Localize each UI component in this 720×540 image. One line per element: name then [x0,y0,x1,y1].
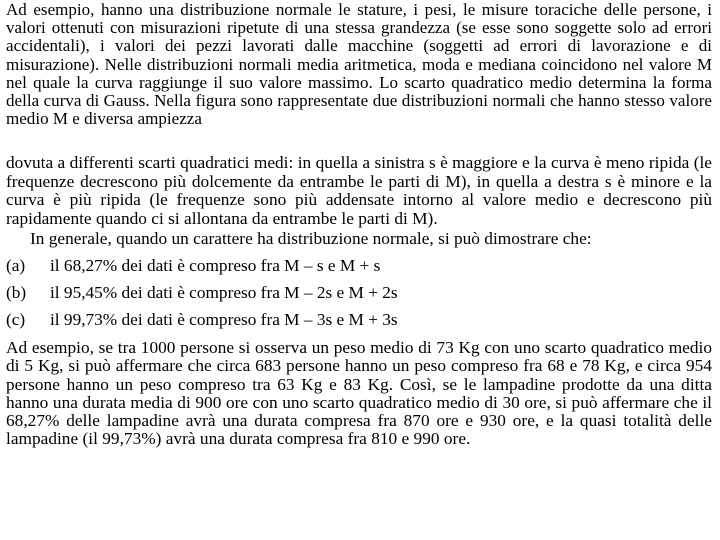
list-text: il 99,73% dei dati è compreso fra M – 3s e M + 3s [50,310,398,329]
list-item [6,284,706,311]
list-text: il 95,45% dei dati è compreso fra M – 2s e M + 2s [50,283,398,302]
list-marker: (b) [6,283,27,302]
paragraph-worked-example: Ad esempio, se tra 1000 persone si osserva un peso medio di 73 Kg con uno scarto quadratico medio di 5 Kg, si può affermare che circa 683 persone hanno un peso compreso fra 68 e 78 Kg, e circa 954 persone hanno un peso compreso tra 63 Kg e 83 Kg. Così, se le lampadine prodotte da una ditta hanno una durata media di 900 ore con uno scarto quadratico medio di 30 ore, si può affermare che il 68,27% delle lampadine avrà una durata compresa fra 870 ore e 930 ore, e la quasi totalità delle lampadine (il 99,73%) avrà una durata compresa fra 810 e 990 ore. [6,338,712,449]
list-item [6,257,706,284]
paragraph-standard-deviation-shape: dovuta a differenti scarti quadratici medi: in quella a sinistra s è maggiore e la curva è meno ripida (le frequenze decrescono più dolcemente da entrambe le parti di M), in quella a destra s è minore e la curva è più ripida (le frequenze sono più addensate intorno al valore medio e decrescono più rapidamente quando ci si allontana da entrambe le parti di M). [6,153,712,228]
list-item [6,311,706,338]
paragraph-normal-distribution-examples: Ad esempio, hanno una distribuzione normale le stature, i pesi, le misure toraciche delle persone, i valori ottenuti con misurazioni ripetute di una stessa grandezza (se esse sono soggette solo ad errori accidentali), i valori dei pezzi lavorati dalle macchine (soggetti ad errori di lavorazione e di misurazione). Nelle distribuzioni normali media aritmetica, moda e mediana coincidono nel valore M nel quale la curva raggiunge il suo valore massimo. Lo scarto quadratico medio determina la forma della curva di Gauss. Nella figura sono rappresentate due distribuzioni normali che hanno stesso valore medio M e diversa ampiezza [6,0,712,129]
list-text: il 68,27% dei dati è compreso fra M – s e M + s [50,256,381,275]
list-marker: (c) [6,310,26,329]
list-marker: (a) [6,256,26,275]
paragraph-general-statement: In generale, quando un carattere ha distribuzione normale, si può dimostrare che: [30,229,592,248]
percentage-list [6,257,706,338]
